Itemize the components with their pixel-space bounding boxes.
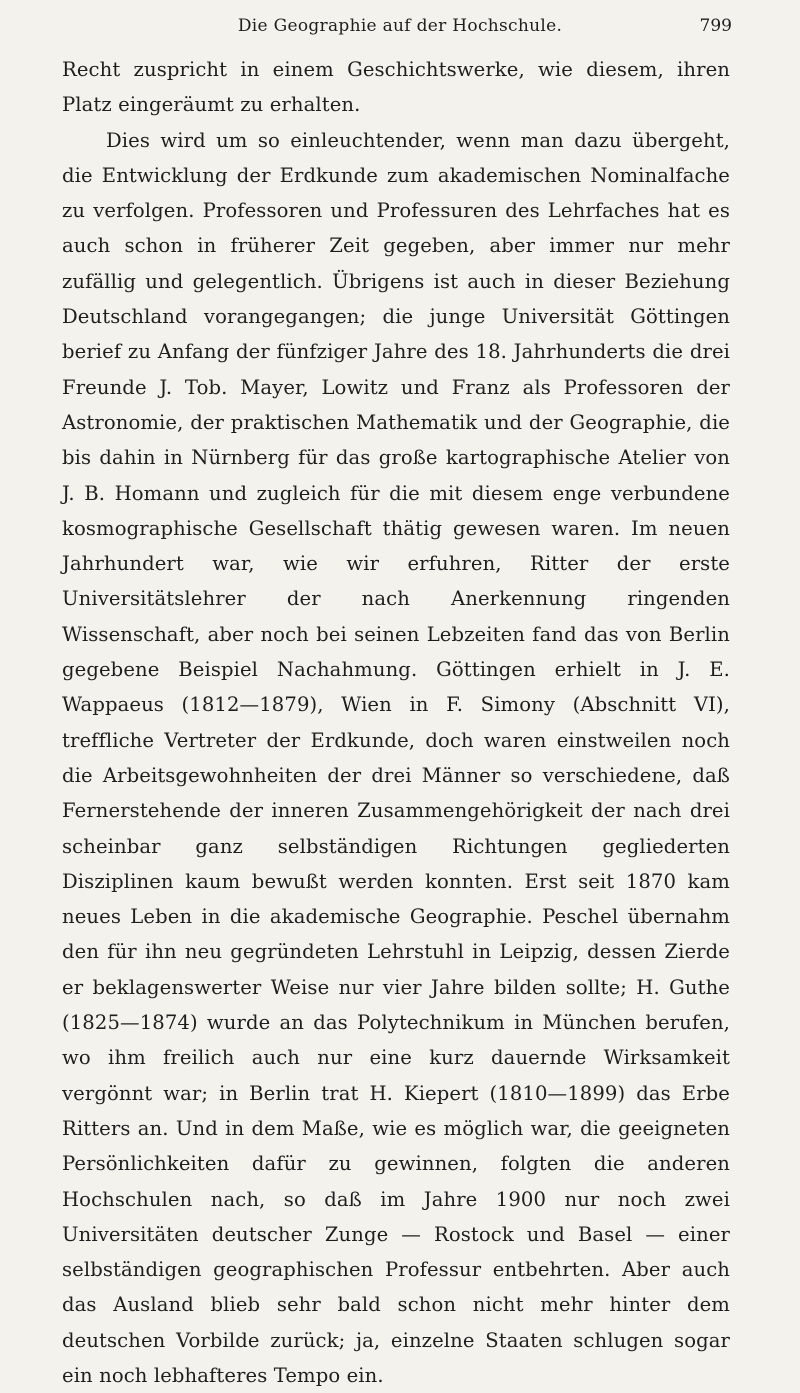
page-number: 799 (699, 16, 732, 36)
body-text (62, 52, 730, 1393)
running-header (62, 16, 738, 42)
paragraph-main: Dies wird um so einleuchtender, wenn man dazu übergeht, die Entwicklung der Erdkunde zum akademischen Nominalfache zu verfolgen. Professoren und Professuren des Lehrfaches hat es auch schon in früherer Zeit gegeben, aber immer nur mehr zufällig und gelegentlich. Übrigens ist auch in dieser Beziehung Deutschland vorangegangen; die junge Universität Göttingen berief zu Anfang der fünfziger Jahre des 18. Jahrhunderts die drei Freunde J. Tob. Mayer, Lowitz und Franz als Professoren der Astronomie, der praktischen Mathematik und der Geographie, die bis dahin in Nürnberg für das große kartographische Atelier von J. B. Homann und zugleich für die mit diesem enge verbundene kosmographische Gesellschaft thätig gewesen waren. Im neuen Jahrhundert war, wie wir erfuhren, Ritter der erste Universitätslehrer der nach Anerkennung ringenden Wissenschaft, aber noch bei seinen Lebzeiten fand das von Berlin gegebene Beispiel Nachahmung. Göttingen erhielt in J. E. Wappaeus (1812—1879), Wien in F. Simony (Abschnitt VI), treffliche Vertreter der Erdkunde, doch waren einstweilen noch die Arbeitsgewohnheiten der drei Männer so verschiedene, daß Fernerstehende der inneren Zusammengehörigkeit der nach drei scheinbar ganz selbständigen Richtungen gegliederten Disziplinen kaum bewußt werden konnten. Erst seit 1870 kam neues Leben in die akademische Geographie. Peschel übernahm den für ihn neu gegründeten Lehrstuhl in Leipzig, dessen Zierde er beklagenswerter Weise nur vier Jahre bilden sollte; H. Guthe (1825—1874) wurde an das Polytechnikum in München berufen, wo ihm freilich auch nur eine kurz dauernde Wirksamkeit vergönnt war; in Berlin trat H. Kiepert (1810—1899) das Erbe Ritters an. Und in dem Maße, wie es möglich war, die geeigneten Persönlichkeiten dafür zu gewinnen, folgten die anderen Hochschulen nach, so daß im Jahre 1900 nur noch zwei Universitäten deutscher Zunge — Rostock und Basel — einer selbständigen geographischen Professur entbehrten. Aber auch das Ausland blieb sehr bald schon nicht mehr hinter dem deutschen Vorbilde zurück; ja, einzelne Staaten schlugen sogar ein noch lebhafteres Tempo ein. (62, 128, 730, 1387)
paragraph-continuation: Recht zuspricht in einem Geschichtswerke, wie diesem, ihren Platz eingeräumt zu erhalten. (62, 58, 730, 117)
running-title: Die Geographie auf der Hochschule. (237, 16, 563, 36)
